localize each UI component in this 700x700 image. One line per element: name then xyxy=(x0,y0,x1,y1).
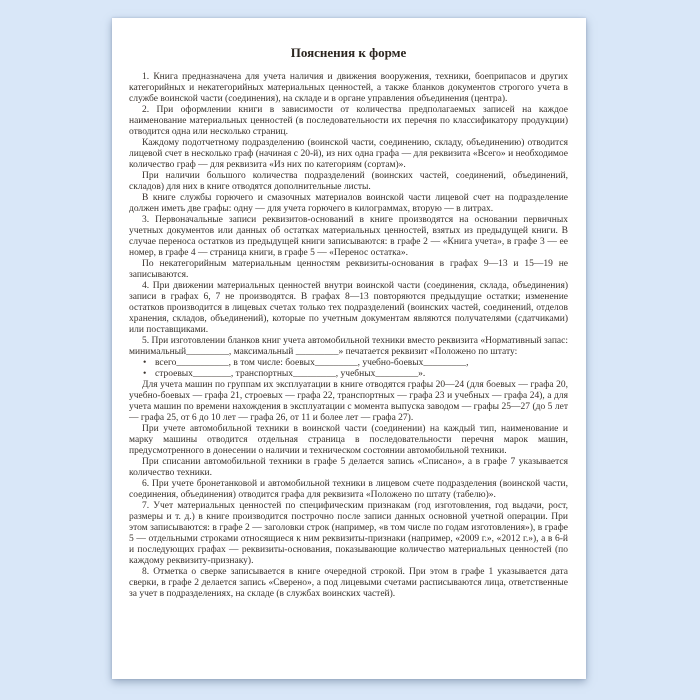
paragraph-13: 6. При учете бронетанковой и автомобильной техники в лицевом счете подразделения (воинской части, соединения, объединения) отводится графа для реквизита «Положено по штату (табелю)». xyxy=(129,479,568,500)
document-content xyxy=(112,18,586,600)
paragraph-15: 8. Отметка о сверке записывается в книге очередной строкой. При этом в графе 1 указывается дата сверки, в графе 2 делается запись «Сверено», а под лицевыми счетами расписываются лица, ответственные за учет в подразделениях, на складе (в службах воинских частей). xyxy=(129,567,568,599)
paragraph-9: 5. При изготовлении бланков книг учета автомобильной техники вместо реквизита «Нормативный запас: минимальный_________, максимальный _________» печатается реквизит «Положено по штату: xyxy=(129,336,568,357)
paragraph-8: 4. При движении материальных ценностей внутри воинской части (соединения, склада, объединения) записи в графах 6, 7 не производятся. В графах 8—13 повторяются предыдущие остатки; изменение остатков производится в лицевых счетах только тех подразделений (воинских частей, соединений, отделов хранения, складов, объединений), которые по учетным документам являются получателями (сдатчиками) или поставщиками. xyxy=(129,281,568,335)
bullet-list xyxy=(129,358,568,380)
paragraph-14: 7. Учет материальных ценностей по специфическим признакам (год изготовления, год выдачи, рост, размеры и т. д.) в книге производится построчно после записи данных основной учетной операции. При этом записываются: в графе 2 — заголовки строк (например, «в том числе по годам изготовления»), в графе 5 — отдельными строками относящиеся к ним реквизиты-признаки (например, «2009 г.», «2012 г.»), а в 6-й и последующих графах — реквизиты-основания, показывающие количество материальных ценностей (по каждому реквизиту-признаку). xyxy=(129,501,568,566)
paragraph-12: При списании автомобильной техники в графе 5 делается запись «Списано», а в графе 7 указывается количество техники. xyxy=(129,457,568,478)
bullet-item xyxy=(143,358,568,369)
paragraph-4: При наличии большого количества подразделений (воинских частей, соединений, объединений, складов) для них в книге отводятся дополнительные листы. xyxy=(129,171,568,192)
bullet-dot-icon: • xyxy=(143,369,147,379)
paragraph-7: По некатегорийным материальным ценностям реквизиты-основания в графах 9—13 и 15—19 не записываются. xyxy=(129,259,568,280)
paragraph-2: 2. При оформлении книги в зависимости от количества предполагаемых записей на каждое наименование материальных ценностей (в последовательности их перечня по классификатору продукции) отводится одна или несколько страниц. xyxy=(129,105,568,137)
document-page xyxy=(112,18,586,679)
bullet-text: строевых________, транспортных_________, учебных_________». xyxy=(155,369,426,379)
paragraph-1: 1. Книга предназначена для учета наличия и движения вооружения, техники, боеприпасов и других категорийных и некатегорийных материальных ценностей, а также бланков документов строгого учета в службе воинской части (соединения), на складе и в органе управления объединения (центра). xyxy=(129,72,568,104)
paragraph-6: 3. Первоначальные записи реквизитов-оснований в книге производятся на основании первичных учетных документов или данных об остатках материальных ценностей, взятых из предыдущей книги. В случае переноса остатков из предыдущей книги записываются: в графе 2 — «Книга учета», в графе 3 — ее номер, в графе 4 — страница книги, в графе 5 — «Перенос остатка». xyxy=(129,215,568,258)
paragraph-5: В книге службы горючего и смазочных материалов воинской части лицевой счет на подразделение должен иметь две графы: одну — для учета горючего в килограммах, вторую — в литрах. xyxy=(129,193,568,214)
paragraph-3: Каждому подотчетному подразделению (воинской части, соединению, складу, объединению) отводится лицевой счет в несколько граф (начиная с 20-й), из них одна графа — для реквизита «Всего» и необходимое количество граф — для реквизита «Из них по категориям (сортам)». xyxy=(129,138,568,170)
document-title: Пояснения к форме xyxy=(290,45,407,60)
bullet-item xyxy=(143,369,568,380)
paragraph-10: Для учета машин по группам их эксплуатации в книге отводятся графы 20—24 (для боевых — графа 20, учебно-боевых — графа 21, строевых — графа 22, транспортных — графа 23 и учебных — графа 24), а для учета машин по времени нахождения в эксплуатации с момента выпуска заводом — графы 25—27 (до 5 лет — графа 25, от 6 до 10 лет — графа 26, от 11 и более лет — графа 27). xyxy=(129,380,568,423)
bullet-dot-icon: • xyxy=(143,358,147,368)
paragraph-11: При учете автомобильной техники в воинской части (соединении) на каждый тип, наименование и марку машины отводится отдельная страница в последовательности перечня марок машин, предусмотренного в донесении о наличии и техническом состоянии автомобильной техники. xyxy=(129,424,568,456)
bullet-text: всего___________, в том числе: боевых_________, учебно-боевых_________, xyxy=(155,358,469,368)
